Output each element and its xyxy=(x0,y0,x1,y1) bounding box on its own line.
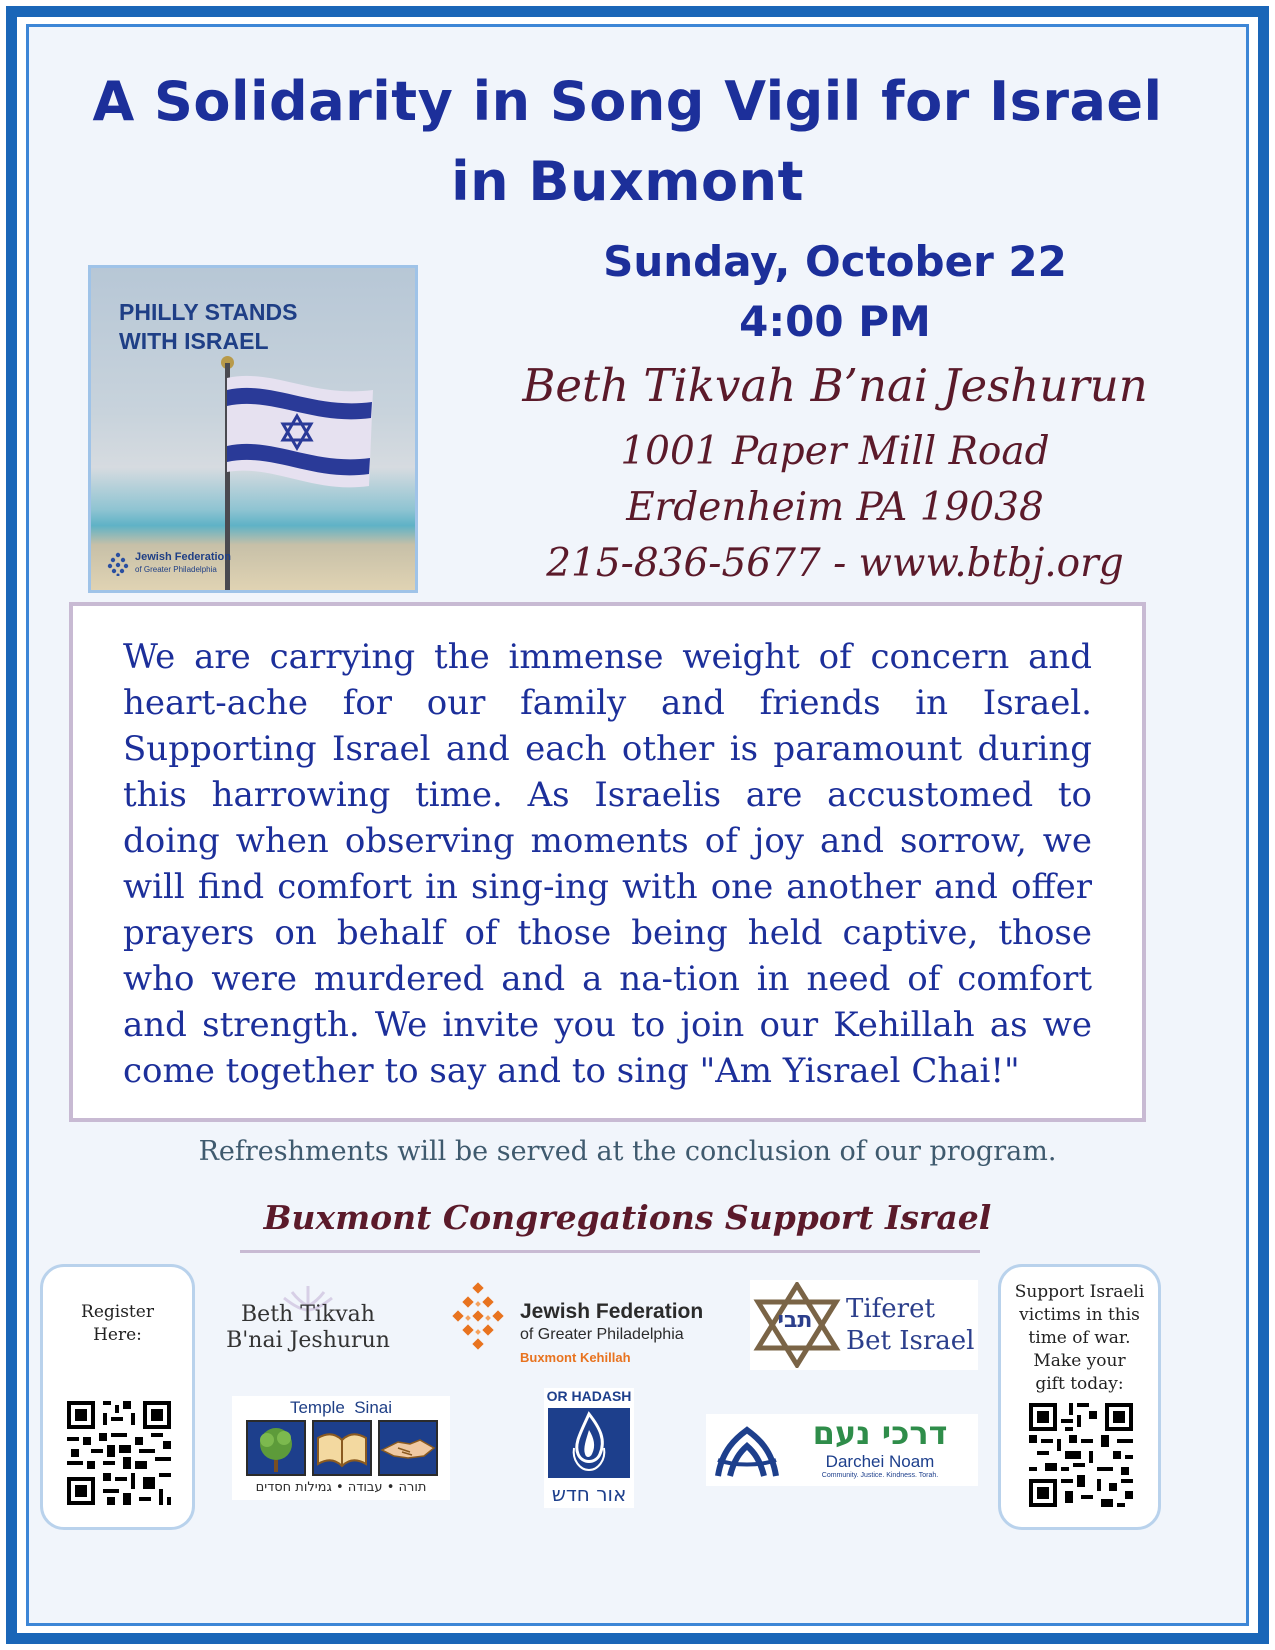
event-date: Sunday, October 22 xyxy=(603,237,1067,286)
federation-line-1: Jewish Federation xyxy=(520,1300,704,1323)
event-time: 4:00 PM xyxy=(739,297,931,346)
temple-sinai-panel-tree xyxy=(246,1420,306,1476)
temple-sinai-panel-hands xyxy=(378,1420,438,1476)
tiferet-line-2: Bet Israel xyxy=(846,1326,975,1356)
federation-dots-icon xyxy=(107,552,129,576)
register-box xyxy=(40,1264,195,1530)
donate-line-1: Support Israeli xyxy=(1014,1282,1145,1302)
federation-line-3: Buxmont Kehillah xyxy=(520,1350,631,1365)
message-text: We are carrying the immense weight of concern and heart-ache for our family and friends in Israel. Supporting Israel and each other is paramount during this harrowing time. As Israelis are accustomed to doing when observing moments of joy and sorrow, we will find comfort in sing-ing with one another and offer prayers on behalf of those being held captive, those who were murdered and a na-tion in need of comfort and strength. We invite you to join our Kehillah as we come together to say and to sing "Am Yisrael Chai!" xyxy=(123,637,1092,1091)
philly-stands-poster xyxy=(88,265,418,593)
message-box xyxy=(69,602,1146,1122)
or-hadash-emblem xyxy=(548,1408,630,1478)
divider xyxy=(240,1250,980,1253)
page-title xyxy=(40,62,1215,222)
event-venue: Beth Tikvah B’nai Jeshurun xyxy=(522,359,1148,412)
darchei-noam-hebrew: דרכי נעם xyxy=(812,1414,948,1452)
handshake-icon xyxy=(380,1422,436,1474)
donate-line-4: Make your xyxy=(1033,1351,1126,1371)
congregations-heading: Buxmont Congregations Support Israel xyxy=(263,1198,992,1237)
poster-text-line-2: WITH ISRAEL xyxy=(119,328,269,354)
temple-sinai-panel-book xyxy=(312,1420,372,1476)
tiferet-logo[interactable] xyxy=(750,1280,978,1370)
register-label-1: Register xyxy=(81,1302,154,1322)
btbj-line-2: B'nai Jeshurun xyxy=(226,1328,390,1353)
register-label-2: Here: xyxy=(93,1325,142,1345)
open-book-icon xyxy=(314,1422,370,1474)
federation-line-2: of Greater Philadelphia xyxy=(520,1326,684,1343)
donate-line-5: gift today: xyxy=(1035,1374,1124,1394)
donate-box xyxy=(998,1264,1161,1530)
temple-sinai-hebrew: תורה • עבודה • גמילות חסדים xyxy=(255,1480,427,1495)
event-address-1: 1001 Paper Mill Road xyxy=(620,429,1050,474)
donate-line-3: time of war. xyxy=(1028,1328,1131,1348)
register-qr-code[interactable] xyxy=(63,1397,175,1509)
btbj-logo[interactable] xyxy=(222,1282,394,1374)
federation-emblem-icon xyxy=(450,1282,506,1370)
darchei-noam-name: Darchei Noam xyxy=(825,1452,935,1471)
temple-sinai-logo[interactable] xyxy=(232,1396,450,1500)
event-contact: 215-836-5677 - www.btbj.org xyxy=(546,541,1124,586)
title-line-2: in Buxmont xyxy=(451,150,804,213)
poster-logo-line-2: of Greater Philadelphia xyxy=(135,565,217,574)
poster-text-line-1: PHILLY STANDS xyxy=(119,299,298,325)
or-hadash-logo[interactable] xyxy=(544,1388,634,1508)
arches-icon xyxy=(712,1420,782,1480)
darchei-noam-logo[interactable] xyxy=(706,1414,978,1486)
israel-flag-icon xyxy=(213,368,383,498)
donate-line-2: victims in this xyxy=(1019,1305,1140,1325)
event-details xyxy=(440,232,1230,592)
poster-federation-logo xyxy=(107,548,247,582)
donate-qr-code[interactable] xyxy=(1025,1399,1137,1511)
darchei-noam-tagline: Community. Justice. Kindness. Torah. xyxy=(821,1472,939,1479)
federation-logo[interactable] xyxy=(446,1280,726,1372)
refreshments-note: Refreshments will be served at the conclusion of our program. xyxy=(198,1136,1057,1167)
poster-logo-line-1: Jewish Federation xyxy=(135,551,231,563)
btbj-line-1: Beth Tikvah xyxy=(241,1302,375,1327)
title-line-1: A Solidarity in Song Vigil for Israel xyxy=(92,70,1163,133)
poster-headline xyxy=(119,298,379,356)
or-hadash-hebrew: אור חדש xyxy=(551,1482,627,1506)
event-address-2: Erdenheim PA 19038 xyxy=(626,485,1044,530)
tree-icon xyxy=(248,1422,304,1474)
flame-icon xyxy=(548,1408,630,1478)
tiferet-hebrew: תבי xyxy=(777,1308,813,1333)
or-hadash-name: OR HADASH xyxy=(546,1388,632,1404)
tiferet-line-1: Tiferet xyxy=(846,1294,935,1324)
temple-sinai-name: Temple Sinai xyxy=(289,1398,393,1417)
